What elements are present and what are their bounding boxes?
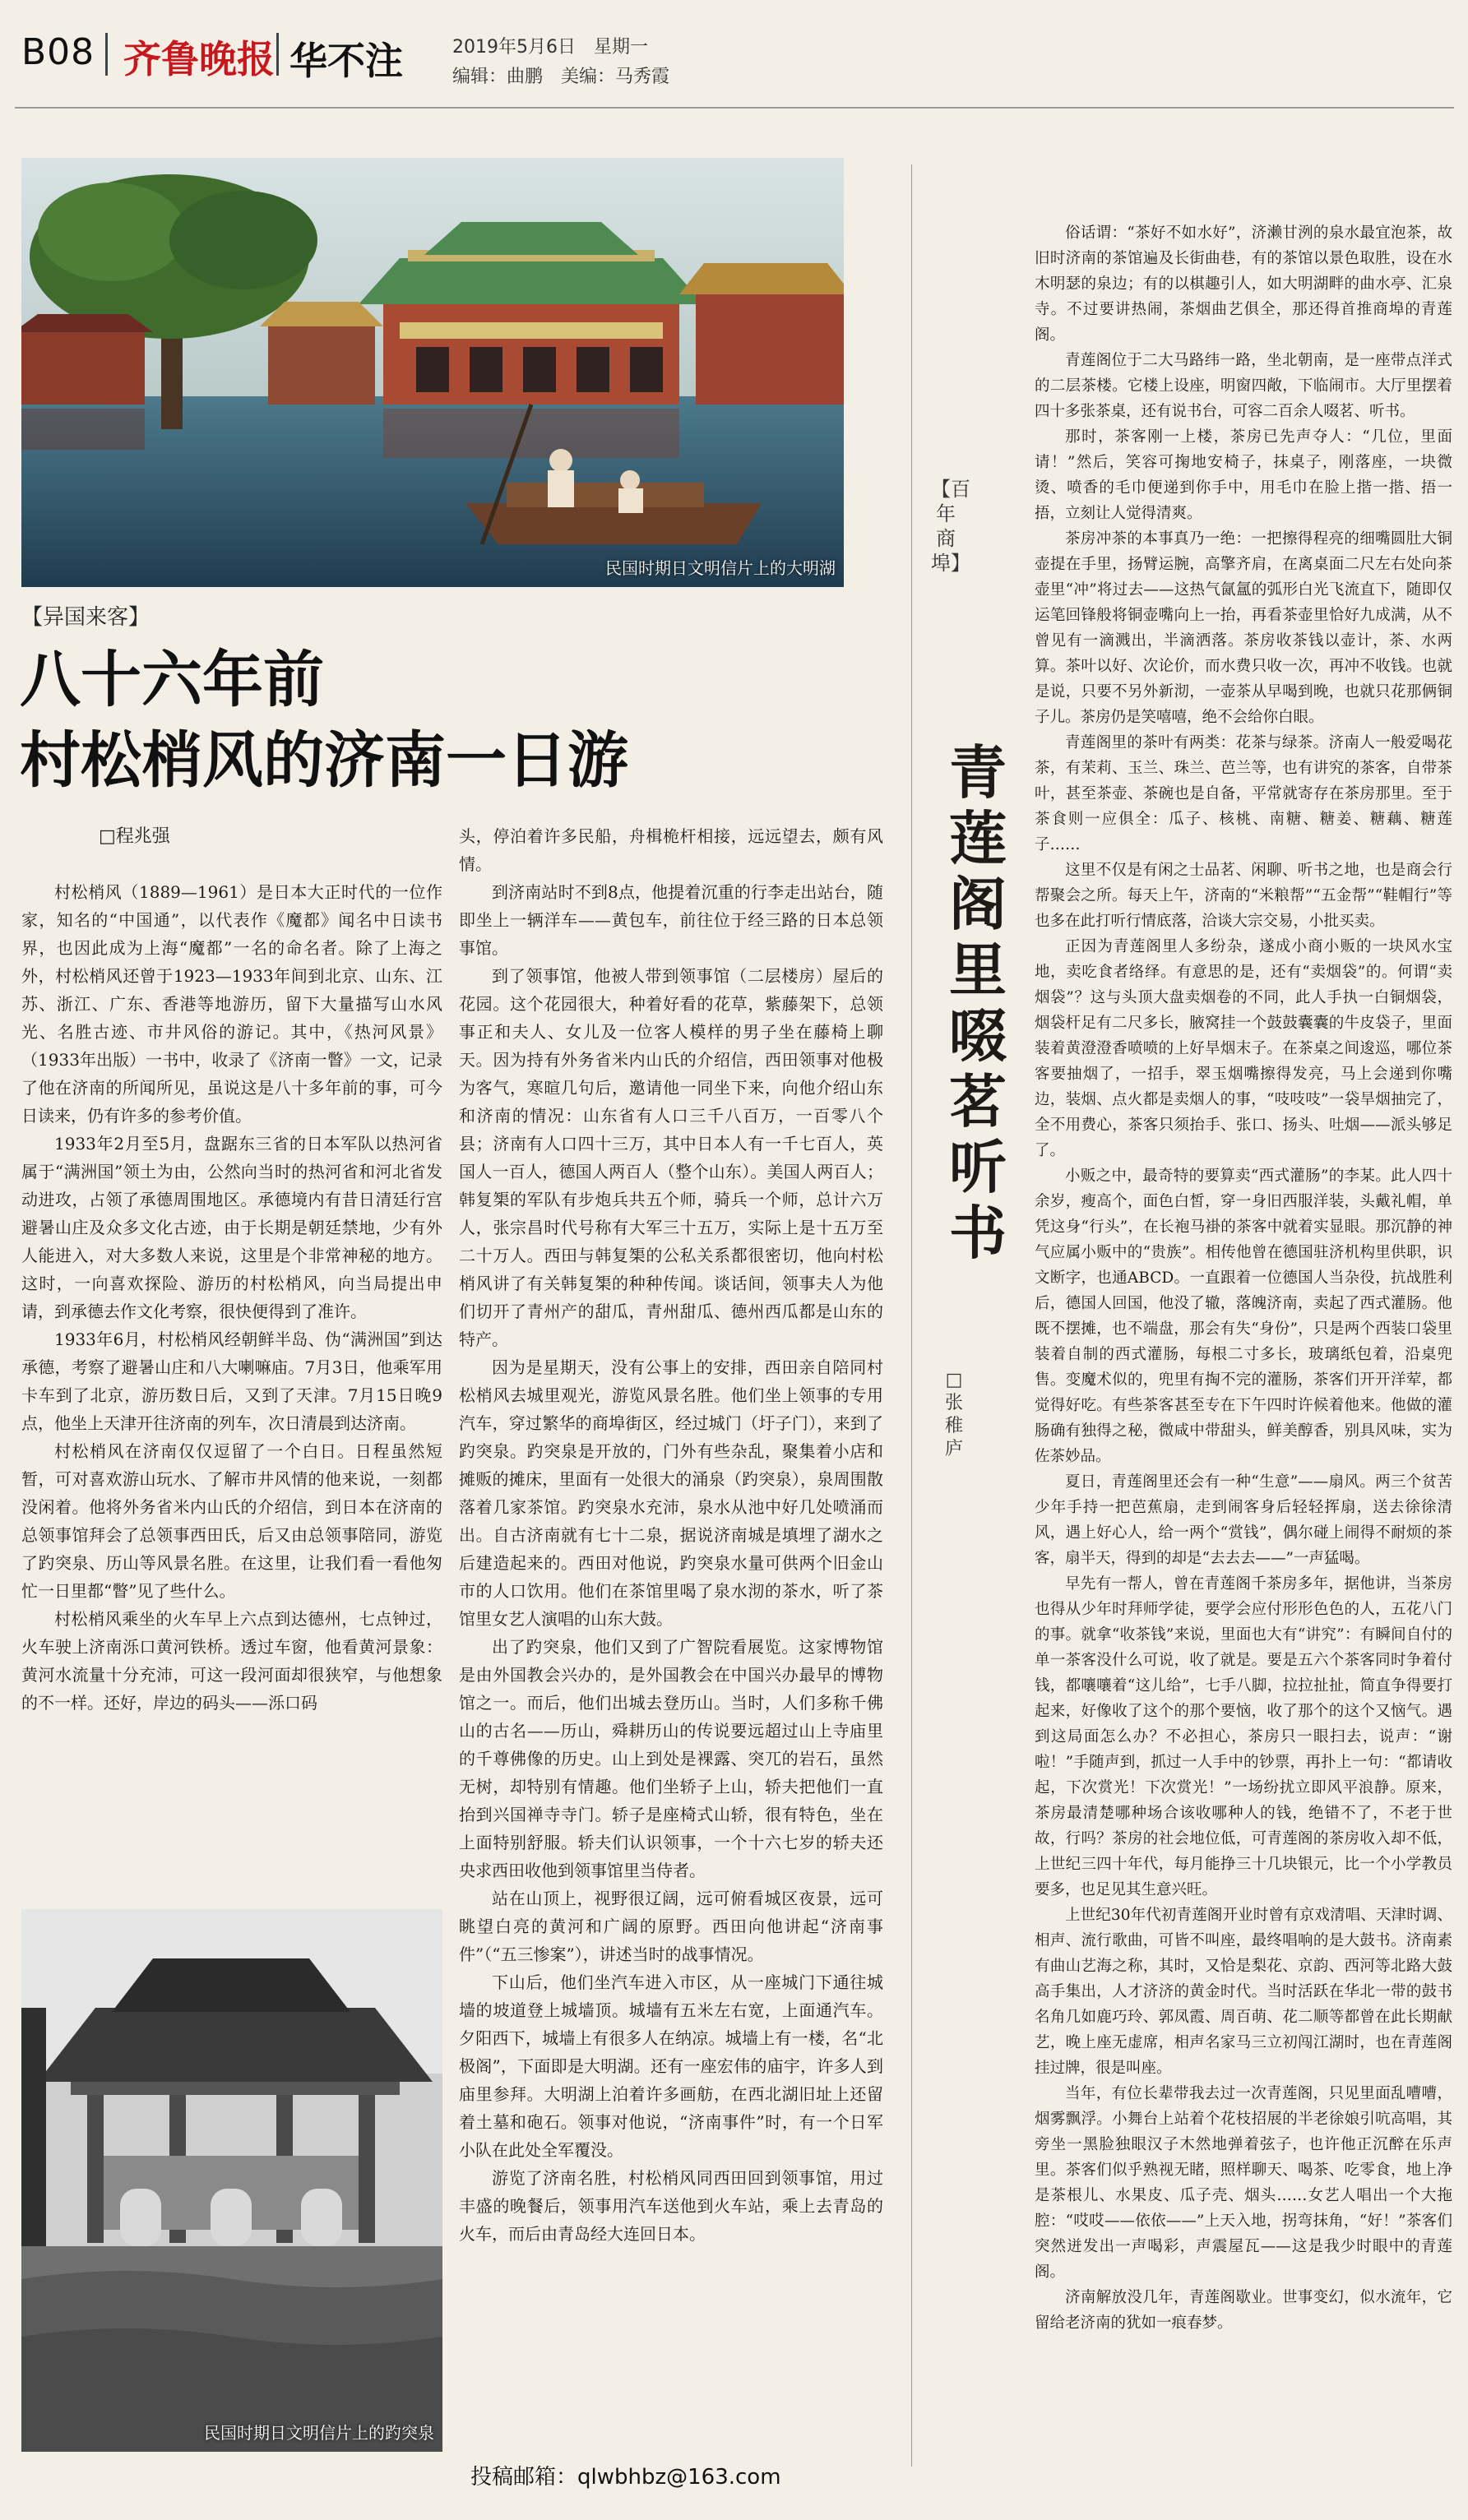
- article-column-1: [21, 878, 442, 1904]
- paragraph: 下山后，他们坐汽车进入市区，从一座城门下通往城墙的坡道登上城墙顶。城墙有五米左右宽，上面通汽车。夕阳西下，城墙上有很多人在纳凉。城墙上有一楼，名“北极阁”，下面即是大明湖。还有一座宏伟的庙宇，许多人到庙里参拜。大明湖上泊着许多画舫，在西北湖旧址上还留着土墓和砲石。领事对他说，“济南事件”时，有一个日军小队在此处全军覆没。: [459, 1972, 883, 2160]
- daming-lake-illustration: [21, 158, 844, 587]
- header-rule: [15, 107, 1454, 109]
- photo-caption: 民国时期日文明信片上的趵突泉: [204, 2423, 434, 2443]
- baotu-spring-illustration: [21, 1909, 442, 2452]
- header-divider: [105, 33, 108, 76]
- daming-lake-photo: [21, 158, 844, 587]
- paragraph: 站在山顶上，视野很辽阔，远可俯看城区夜景，远可眺望白亮的黄河和广阔的原野。西田向他讲起“济南事件”（“五三惨案”），讲述当时的战事情况。: [459, 1889, 883, 1964]
- paragraph: 头，停泊着许多民船，舟楫桅杆相接，远远望去，颇有风情。: [459, 826, 883, 874]
- paragraph: 村松梢风（1889—1961）是日本大正时代的一位作家，知名的“中国通”，以代表作《魔都》闻名中日读书界，也因此成为上海“魔都”一名的命名者。除了上海之外，村松梢风还曾于1923—1933年间到北京、山东、江苏、浙江、广东、香港等地游历，留下大量描写山水风光、名胜古迹、市井风俗的游记。其中，《热河风景》（1933年出版）一书中，收录了《济南一瞥》一文，记录了他在济南的所闻所见，虽说这是八十多年前的事，可今日读来，仍有许多的参考价值。: [21, 882, 442, 1126]
- paragraph: 济南解放没几年，青莲阁歇业。世事变幻，似水流年，它留给老济南的犹如一痕春梦。: [1035, 2289, 1452, 2332]
- article-title-vertical: 青莲阁里啜茗听书: [949, 739, 1007, 1267]
- editors-line: 编辑：曲鹏 美编：马秀霞: [452, 67, 670, 87]
- article-author: □程兆强: [99, 826, 170, 847]
- paragraph: 1933年6月，村松梢风经朝鲜半岛、伪“满洲国”到达承德，考察了避暑山庄和八大喇嘛庙。7月3日，他乘军用卡车到了北京，游历数日后，又到了天津。7月15日晚9点，他坐上天津开往济南的列车，次日清晨到达济南。: [21, 1329, 442, 1433]
- paragraph: 到济南站时不到8点，他提着沉重的行李走出站台，随即坐上一辆洋车——黄包车，前往位于经三路的日本总领事馆。: [459, 882, 883, 958]
- header-divider: [276, 33, 279, 76]
- paragraph: 这里不仅是有闲之士品茗、闲聊、听书之地，也是商会行帮聚会之所。每天上午，济南的“米粮帮”“五金帮”“鞋帽行”等也多在此打听行情底落，洽谈大宗交易，小批买卖。: [1035, 862, 1452, 930]
- paragraph: 青莲阁里的茶叶有两类：花茶与绿茶。济南人一般爱喝花茶，有茉莉、玉兰、珠兰、芭兰等，也有讲究的茶客，自带茶叶，甚至茶壶、茶碗也是自备，平常就寄存在茶房那里。至于茶食则一应俱全：瓜子、核桃、南糖、糖姜、糖藕、糖莲子……: [1035, 734, 1452, 853]
- paragraph: 1933年2月至5月，盘踞东三省的日本军队以热河省属于“满洲国”领土为由，公然向当时的热河省和河北省发动进攻，占领了承德周围地区。承德境内有昔日清廷行宫避暑山庄及众多文化古迹，由于长期是朝廷禁地，少有外人能进入，对大多数人来说，这里是个非常神秘的地方。这时，一向喜欢探险、游历的村松梢风，向当局提出申请，到承德去作文化考察，很快便得到了准许。: [21, 1134, 442, 1321]
- paragraph: 因为是星期天，没有公事上的安排，西田亲自陪同村松梢风去城里观光，游览风景名胜。他们坐上领事的专用汽车，穿过繁华的商埠街区，经过城门（圩子门），来到了趵突泉。趵突泉是开放的，门外有些杂乱，聚集着小店和摊贩的摊床，里面有一处很大的涌泉（趵突泉），泉周围散落着几家茶馆。趵突泉水充沛，泉水从池中好几处喷涌而出。自古济南就有七十二泉，据说济南城是填埋了湖水之后建造起来的。西田对他说，趵突泉水量可供两个旧金山市的人口饮用。他们在茶馆里喝了泉水沏的茶水，听了茶馆里女艺人演唱的山东大鼓。: [459, 1357, 883, 1629]
- page-number: B08: [21, 31, 95, 73]
- paragraph: 当年，有位长辈带我去过一次青莲阁，只见里面乱嘈嘈，烟雾飘浮。小舞台上站着个花枝招展的半老徐娘引吭高唱，其旁坐一黑脸独眼汉子木然地弹着弦子，也许他正沉醉在乐声里。茶客们似乎熟视无睹，照样聊天、喝茶、吃零食，地上净是茶根儿、水果皮、瓜子壳、烟头……女艺人唱出一个大拖腔：“哎哎——依依——”上天入地，拐弯抹角，“好！”茶客们突然迸发出一声喝彩，声震屋瓦——这是我少时眼中的青莲阁。: [1035, 2085, 1452, 2281]
- paragraph: 村松梢风乘坐的火车早上六点到达德州，七点钟过，火车驶上济南泺口黄河铁桥。透过车窗，他看黄河景象：黄河水流量十分充沛，可这一段河面却很狭窄，与他想象的不一样。还好，岸边的码头——泺口码: [21, 1609, 442, 1713]
- article-column-3: [1035, 220, 1452, 2506]
- paragraph: 那时，茶客刚一上楼，茶房已先声夺人：“几位，里面请！”然后，笑容可掬地安椅子，抹桌子，刚落座，一块微烫、喷香的毛巾便递到你手中，用毛巾在脸上揩一揩、捂一捂，立刻让人觉得清爽。: [1035, 428, 1452, 522]
- paragraph: 游览了济南名胜，村松梢风同西田回到领事馆，用过丰盛的晚餐后，领事用汽车送他到火车站，乘上去青岛的火车，而后由青岛经大连回日本。: [459, 2168, 883, 2244]
- paragraph: 到了领事馆，他被人带到领事馆（二层楼房）屋后的花园。这个花园很大，种着好看的花草，紫藤架下，总领事正和夫人、女儿及一位客人模样的男子坐在藤椅上聊天。因为持有外务省米内山氏的介绍信，西田领事对他极为客气，寒暄几句后，邀请他一同坐下来，向他介绍山东和济南的情况：山东省有人口三千八百万，一百零八个县；济南有人口四十三万，其中日本人有一千七百人，英国人一百人，德国人两百人（整个山东）。美国人两百人；韩复榘的军队有步炮兵共五个师，骑兵一个师，总计六万人，张宗昌时代号称有大军三十五万，实际上是十五万至二十万人。西田与韩复榘的公私关系都很密切，他向村松梢风讲了有关韩复榘的种种传闻。谈话间，领事夫人为他们切开了青州产的甜瓜，青州甜瓜、德州西瓜都是山东的特产。: [459, 966, 883, 1349]
- article-author-vertical: □张稚庐: [944, 1370, 963, 1459]
- article-title-line1: 八十六年前: [20, 645, 324, 715]
- issue-date: 2019年5月6日 星期一: [452, 37, 648, 58]
- column-tag-vertical: 【百年商埠】: [931, 478, 970, 575]
- newspaper-logo: 齐鲁晚报: [123, 37, 275, 81]
- paragraph: 夏日，青莲阁里还会有一种“生意”——扇风。两三个贫苦少年手持一把芭蕉扇，走到闹客身后轻轻挥扇，送去徐徐清风，遇上好心人，给一两个“赏钱”，偶尔碰上闹得不耐烦的茶客，扇半天，得到的却是“去去去——”一声猛喝。: [1035, 1473, 1452, 1567]
- paragraph: 青莲阁位于二大马路纬一路，坐北朝南，是一座带点洋式的二层茶楼。它楼上设座，明窗四敞，下临闹市。大厅里摆着四十多张茶桌，还有说书台，可容二百余人啜茗、听书。: [1035, 352, 1452, 420]
- paragraph: 茶房冲茶的本事真乃一绝：一把擦得程亮的细嘴圆肚大铜壶提在手里，扬臂运腕，高擎齐肩，在离桌面二尺左右处向茶壶里“冲”将过去——这热气氤氲的弧形白光飞流直下，随即仅运笔回锋般将铜壶嘴向上一抬，再看茶壶里恰好九成满，从不曾见有一滴溅出，半滴洒落。茶房收茶钱以壶计，茶、水两算。茶叶以好、次论价，而水费只收一次，再冲不收钱。也就是说，只要不另外新沏，一壶茶从早喝到晚，也就只花那俩铜子儿。茶房仍是笑嘻嘻，绝不会给你白眼。: [1035, 530, 1452, 726]
- article-title-line2: 村松梢风的济南一日游: [20, 725, 628, 796]
- paragraph: 上世纪30年代初青莲阁开业时曾有京戏清唱、天津时调、相声、流行歌曲，可皆不叫座，最终唱响的是大鼓书。济南素有曲山艺海之称，其时，又恰是梨花、京韵、西河等北路大鼓高手集出，人才济济的黄金时代。当时活跃在华北一带的鼓书名角几如鹿巧玲、郭凤霞、周百萌、花二顺等都曾在此长期献艺，晚上座无虚席，相声名家马三立初闯江湖时，也在青莲阁挂过牌，很是叫座。: [1035, 1907, 1452, 2077]
- paragraph: 早先有一帮人，曾在青莲阁千茶房多年，据他讲，当茶房也得从少年时拜师学徒，要学会应付形形色色的人，五花八门的事。就拿“收茶钱”来说，里面也大有“讲究”：有瞬间自付的单一茶客没什么可说，收了就是。要是五六个茶客同时争着付钱，都嚷嚷着“这儿给”，七手八脚，拉拉扯扯，简直争得要打起来，好像收了这个的那个要恼，收了那个的这个又恼气。遇到这局面怎么办？不必担心，茶房只一眼扫去，说声：“谢啦！”手随声到，抓过一人手中的钞票，再扑上一句：“都请收起，下次赏光！下次赏光！”一场纷扰立即风平浪静。原来，茶房最清楚哪种场合该收哪种人的钱，绝错不了，不老于世故，行吗？茶房的社会地位低，可青莲阁的茶房收入却不低，上世纪三四十年代，每月能挣三十几块银元，比一个小学教员要多，也足见其生意兴旺。: [1035, 1575, 1452, 1898]
- paragraph: 俗话谓：“茶好不如水好”，济濑甘洌的泉水最宜泡茶，故旧时济南的茶馆遍及长街曲巷，有的茶馆以景色取胜，设在水木明瑟的泉边；有的以棋趣引人，如大明湖畔的曲水亭、汇泉寺。不过要讲热闹，茶烟曲艺俱全，那还得首推商埠的青莲阁。: [1035, 224, 1452, 344]
- column-tag: 【异国来客】: [21, 605, 151, 630]
- column-rule: [911, 164, 912, 2467]
- baotu-spring-photo: [21, 1909, 442, 2452]
- paragraph: 正因为青莲阁里人多纷杂，遂成小商小贩的一块风水宝地，卖吃食者络绎。有意思的是，还有“卖烟袋”的。何谓“卖烟袋”？这与头顶大盘卖烟卷的不同，此人手执一白铜烟袋，烟袋杆足有二尺多长，腋窝挂一个鼓鼓囊囊的牛皮袋子，里面装着黄澄澄香喷喷的上好旱烟末子。在茶桌之间逡巡，哪位茶客要抽烟了，一招手，翠玉烟嘴擦得发亮，马上会递到你嘴边，装烟、点火都是卖烟人的事，“吱吱吱”一袋旱烟抽完了，全不用费心，茶客只须抬手、张口、扬头、吐烟——派头够足了。: [1035, 938, 1452, 1159]
- paragraph: 出了趵突泉，他们又到了广智院看展览。这家博物馆是由外国教会兴办的，是外国教会在中国兴办最早的博物馆之一。而后，他们出城去登历山。当时，人们多称千佛山的古名——历山，舜耕历山的传说要远超过山上寺庙里的千尊佛像的历史。山上到处是裸露、突兀的岩石，虽然无树，却特别有情趣。他们坐轿子上山，轿夫把他们一直抬到兴国禅寺寺门。轿子是座椅式山轿，很有特色，坐在上面特别舒服。轿夫们认识领事，一个十六七岁的轿夫还央求西田收他到领事馆里当侍者。: [459, 1637, 883, 1880]
- page-header: [0, 0, 1468, 107]
- photo-caption: 民国时期日文明信片上的大明湖: [605, 558, 836, 578]
- section-name: 华不注: [289, 39, 403, 83]
- submission-email: 投稿邮箱：qlwbhbz@163.com: [470, 2465, 781, 2490]
- paragraph: 小贩之中，最奇特的要算卖“西式灌肠”的李某。此人四十余岁，瘦高个，面色白皙，穿一身旧西服洋装，头戴礼帽，单凭这身“行头”，在长袍马褂的茶客中就着实显眼。那沉静的神气应属小贩中的“贵族”。相传他曾在德国驻济机构里供职，识文断字，也通ABCD。一直跟着一位德国人当杂役，抗战胜利后，德国人回国，他没了辙，落魄济南，卖起了西式灌肠。他既不摆摊，也不端盘，那会有失“身份”，只是两个西装口袋里装着自制的西式灌肠，每根二寸多长，玻璃纸包着，沿桌兜售。变魔术似的，兜里有掏不完的灌肠，茶客们开开洋荤，都觉得好吃。有些茶客甚至专在下午四时许候着他来。他做的灌肠确有独得之秘，微咸中带甜头，鲜美醇香，别具风味，实为佐茶妙品。: [1035, 1168, 1452, 1465]
- paragraph: 村松梢风在济南仅仅逗留了一个白日。日程虽然短暂，可对喜欢游山玩水、了解市井风情的他来说，一刻都没闲着。他将外务省米内山氏的介绍信，到日本在济南的总领事馆拜会了总领事西田氏，后又由总领事陪同，游览了趵突泉、历山等风景名胜。在这里，让我们看一看他匆忙一日里都“瞥”见了些什么。: [21, 1441, 442, 1601]
- article-column-2: [459, 822, 883, 2450]
